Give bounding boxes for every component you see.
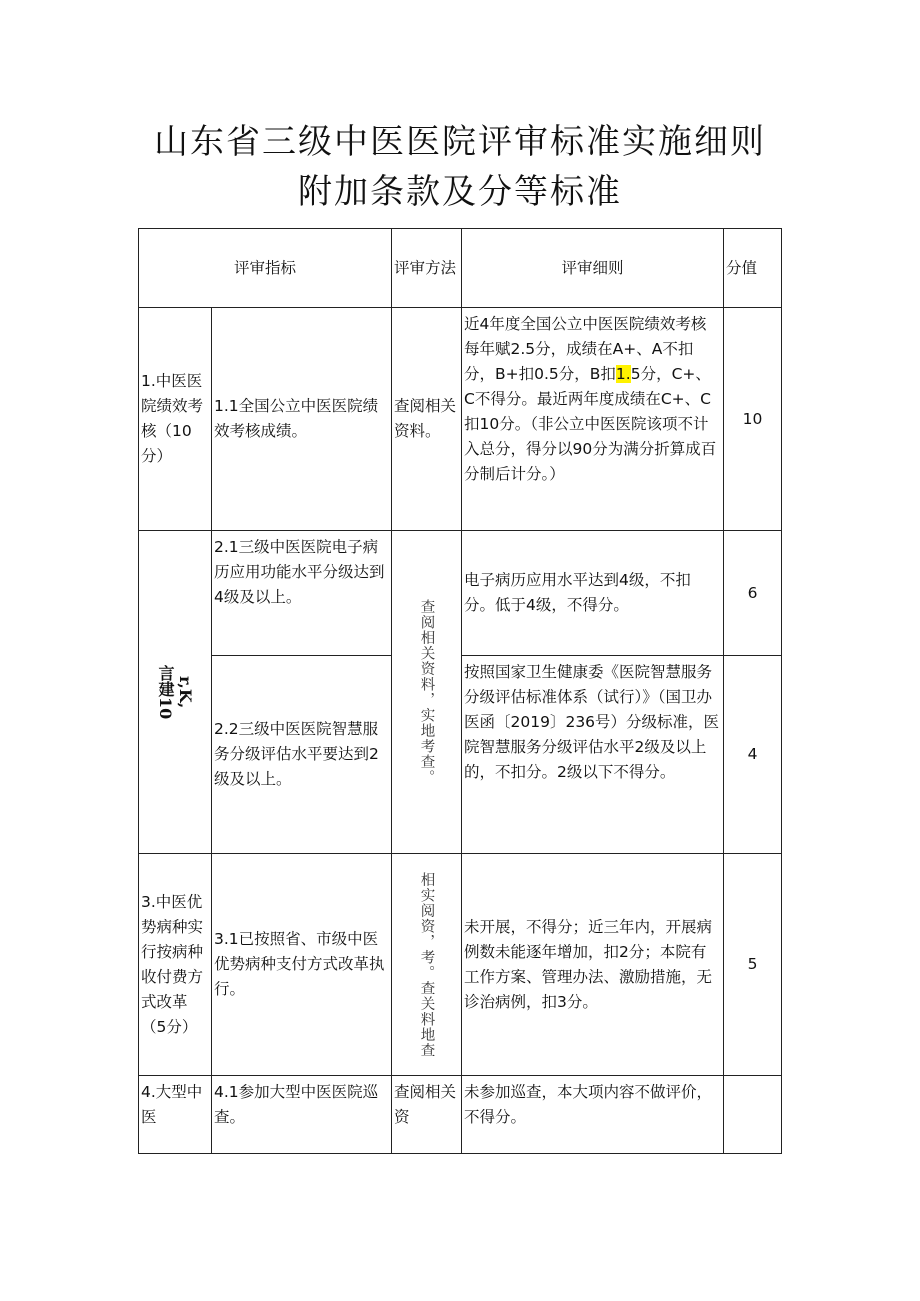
table-row (139, 1076, 782, 1154)
method-cell: 查阅相关资 (392, 1076, 462, 1154)
detail-cell: 未开展，不得分；近三年内，开展病例数未能逐年增加，扣2分；本院有工作方案、管理办法、激励措施，无诊治病例，扣3分。 (462, 854, 724, 1076)
method-text: 相实阅资，考。查关料地查 (418, 871, 435, 1058)
method-cell (392, 854, 462, 1076)
method-cell (392, 531, 462, 854)
method-cell: 查阅相关资料。 (392, 308, 462, 531)
table-row (139, 531, 782, 656)
category-cell: 3.中医优势病种实行按病种收付费方式改革（5分） (139, 854, 212, 1076)
header-detail: 评审细则 (462, 229, 724, 308)
score-cell: 4 (724, 656, 782, 854)
detail-cell: 电子病历应用水平达到4级，不扣分。低于4级，不得分。 (462, 531, 724, 656)
document-subtitle: 附加条款及分等标准 (298, 172, 622, 212)
score-cell: 6 (724, 531, 782, 656)
table-header-row (139, 229, 782, 308)
detail-text: 5分，C+、C不得分。最近两年度成绩在C+、C扣10分。（非公立中医医院该项不计入总分，得分以90分为满分折算成百分制后计分。） (464, 365, 717, 483)
table-row (139, 308, 782, 531)
score-cell (724, 1076, 782, 1154)
score-cell: 5 (724, 854, 782, 1076)
item-cell: 4.1参加大型中医医院巡查。 (212, 1076, 392, 1154)
category-cell: 4.大型中医 (139, 1076, 212, 1154)
header-score: 分值 (724, 229, 782, 308)
method-text: 查阅相关资料，实地考查。 (418, 599, 435, 785)
document-title: 山东省三级中医医院评审标准实施细则 (154, 122, 766, 162)
item-cell: 2.2三级中医医院智慧服务分级评估水平要达到2级及以上。 (212, 656, 392, 854)
item-cell: 1.1全国公立中医医院绩效考核成绩。 (212, 308, 392, 531)
highlighted-text: 1. (615, 365, 631, 383)
table-row (139, 854, 782, 1076)
category-cell: 1.中医医院绩效考核（10分） (139, 308, 212, 531)
header-method: 评审方法 (392, 229, 462, 308)
category-text: r,K, (176, 675, 195, 709)
category-text: 言建10 (156, 664, 175, 720)
category-cell (139, 531, 212, 854)
standards-table (138, 228, 782, 1154)
detail-cell: 未参加巡查，本大项内容不做评价，不得分。 (462, 1076, 724, 1154)
detail-cell: 按照国家卫生健康委《医院智慧服务分级评估标准体系（试行）》（国卫办医函〔2019〕236号）分级标准，医院智慧服务分级评估水平2级及以上的，不扣分。2级以下不得分。 (462, 656, 724, 854)
detail-cell (462, 308, 724, 531)
detail-text: 近4年度全国公立中医医院绩效考核每年赋2.5分，成绩在A+、A不扣分，B+扣0.5分，B扣 (464, 315, 707, 383)
score-cell: 10 (724, 308, 782, 531)
item-cell: 3.1已按照省、市级中医优势病种支付方式改革执行。 (212, 854, 392, 1076)
header-indicator: 评审指标 (139, 229, 392, 308)
item-cell: 2.1三级中医医院电子病历应用功能水平分级达到4级及以上。 (212, 531, 392, 656)
